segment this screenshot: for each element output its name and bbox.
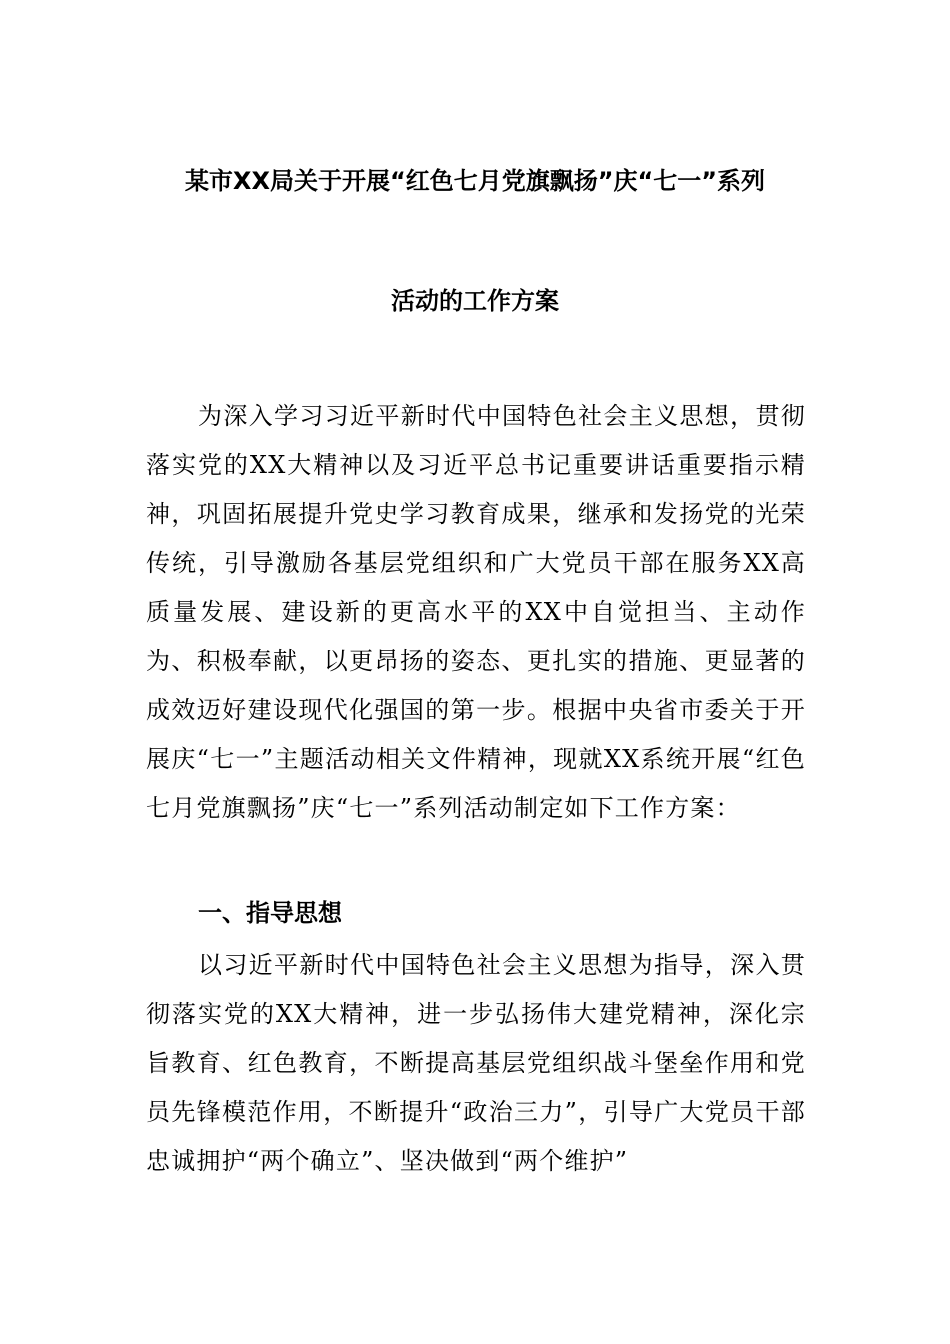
intro-paragraph: 为深入学习习近平新时代中国特色社会主义思想，贯彻落实党的XX大精神以及习近平总书记重要讲话重要指示精神，巩固拓展提升党史学习教育成果，继承和发扬党的光荣传统，引导激励各基层党组织和广大党员干部在服务XX高质量发展、建设新的更高水平的XX中自觉担当、主动作为、积极奉献，以更昂扬的姿态、更扎实的措施、更显著的成效迈好建设现代化强国的第一步。根据中央省市委关于开展庆“七一”主题活动相关文件精神，现就XX系统开展“红色七月党旗飘扬”庆“七一”系列活动制定如下工作方案： bbox=[146, 402, 806, 822]
section-1-heading: 一、指导思想 bbox=[198, 899, 342, 927]
document-title-line-2: 活动的工作方案 bbox=[391, 287, 559, 315]
section-1-paragraph: 以习近平新时代中国特色社会主义思想为指导，深入贯彻落实党的XX大精神，进一步弘扬伟大建党精神，深化宗旨教育、红色教育，不断提高基层党组织战斗堡垒作用和党员先锋模范作用，不断提升“政治三力”，引导广大党员干部忠诚拥护“两个确立”、坚决做到“两个维护” bbox=[146, 951, 806, 1175]
document-title-line-1: 某市XX局关于开展“红色七月党旗飘扬”庆“七一”系列 bbox=[184, 167, 766, 195]
